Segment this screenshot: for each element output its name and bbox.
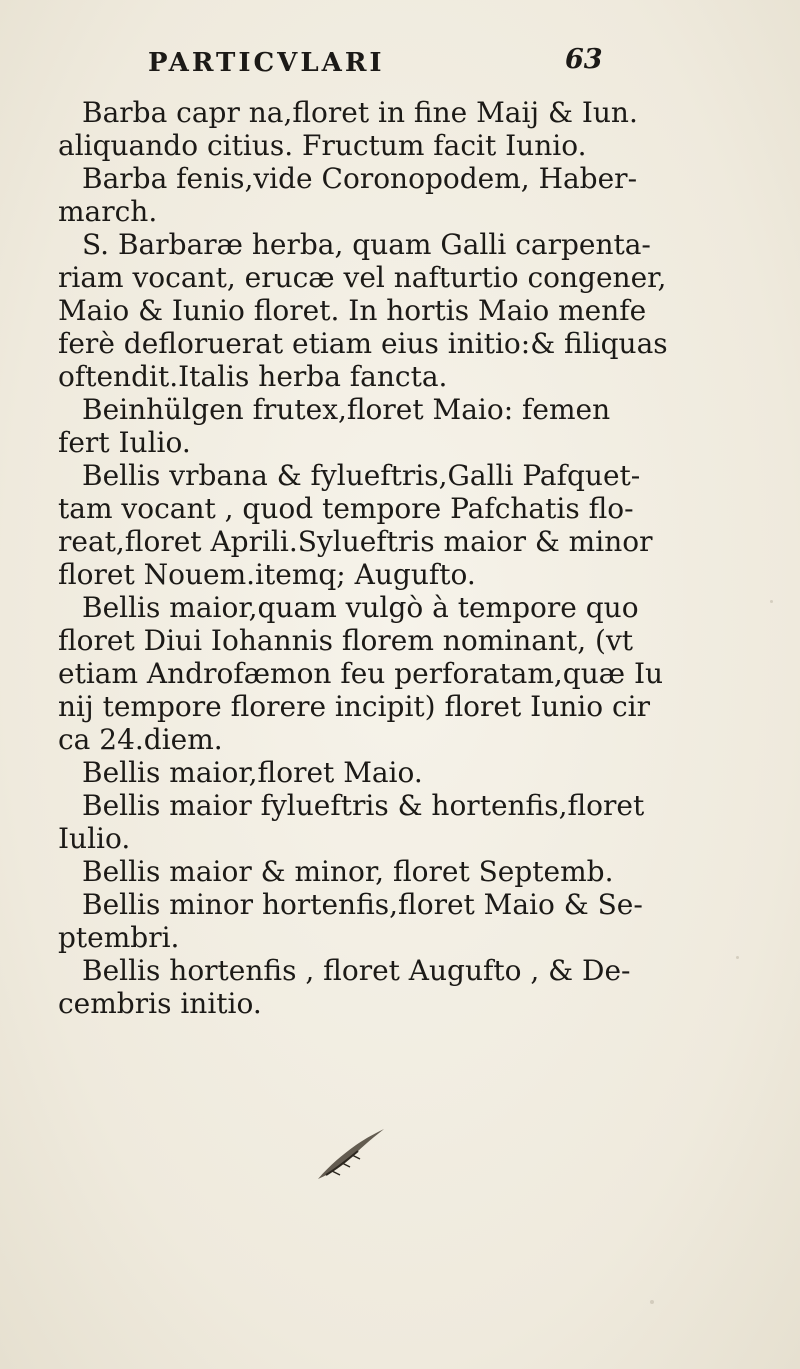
page-header <box>0 44 800 88</box>
paper-speck <box>770 600 773 603</box>
text-line: nij tempore florere incipit) floret Iunio cir <box>58 690 651 723</box>
text-line: tam vocant , quod tempore Pafchatis flo- <box>58 492 634 525</box>
text-line: reat,floret Aprili.Sylueftris maior & minor <box>58 525 653 558</box>
body-text <box>58 96 708 1020</box>
text-line: Barba capr na,floret in fine Maij & Iun. <box>82 96 638 129</box>
text-line: Bellis maior,floret Maio. <box>82 756 423 789</box>
text-line: Bellis maior & minor, floret Septemb. <box>82 855 614 888</box>
text-line: cembris initio. <box>58 987 262 1020</box>
page-number: 63 <box>565 44 603 75</box>
text-line: S. Barbaræ herba, quam Galli carpenta- <box>82 228 651 261</box>
text-line: Bellis maior,quam vulgò à tempore quo <box>82 591 639 624</box>
text-line: ca 24.diem. <box>58 723 223 756</box>
paper-speck <box>736 956 739 959</box>
text-line: march. <box>58 195 158 228</box>
text-line: Barba fenis,vide Coronopodem, Haber- <box>82 162 638 195</box>
text-line: aliquando citius. Fructum facit Iunio. <box>58 129 587 162</box>
text-line: oftendit.Italis herba fancta. <box>58 360 448 393</box>
text-line: riam vocant, erucæ vel nafturtio congener, <box>58 261 667 294</box>
paper-speck <box>650 1300 654 1304</box>
text-line: etiam Androfæmon feu perforatam,quæ Iu <box>58 657 664 690</box>
text-line: fert Iulio. <box>58 426 191 459</box>
text-line: Maio & Iunio floret. In hortis Maio menfe <box>58 294 647 327</box>
text-line: floret Diui Iohannis florem nominant, (vt <box>58 624 634 657</box>
text-line: ptembri. <box>58 921 180 954</box>
text-line: Beinhülgen frutex,floret Maio: femen <box>82 393 611 426</box>
text-line: Bellis hortenfis , floret Augufto , & De- <box>82 954 631 987</box>
text-line: floret Nouem.itemq; Augufto. <box>58 558 476 591</box>
text-line: Bellis minor hortenfis,floret Maio & Se- <box>82 888 643 921</box>
tailpiece-flourish-icon <box>312 1125 392 1185</box>
running-head: PARTICVLARI <box>148 48 385 78</box>
text-line: Iulio. <box>58 822 131 855</box>
text-line: Bellis maior fylueftris & hortenfis,floret <box>82 789 645 822</box>
text-line: ferè defloruerat etiam eius initio:& filiquas <box>58 327 668 360</box>
text-line: Bellis vrbana & fylueftris,Galli Pafquet- <box>82 459 641 492</box>
